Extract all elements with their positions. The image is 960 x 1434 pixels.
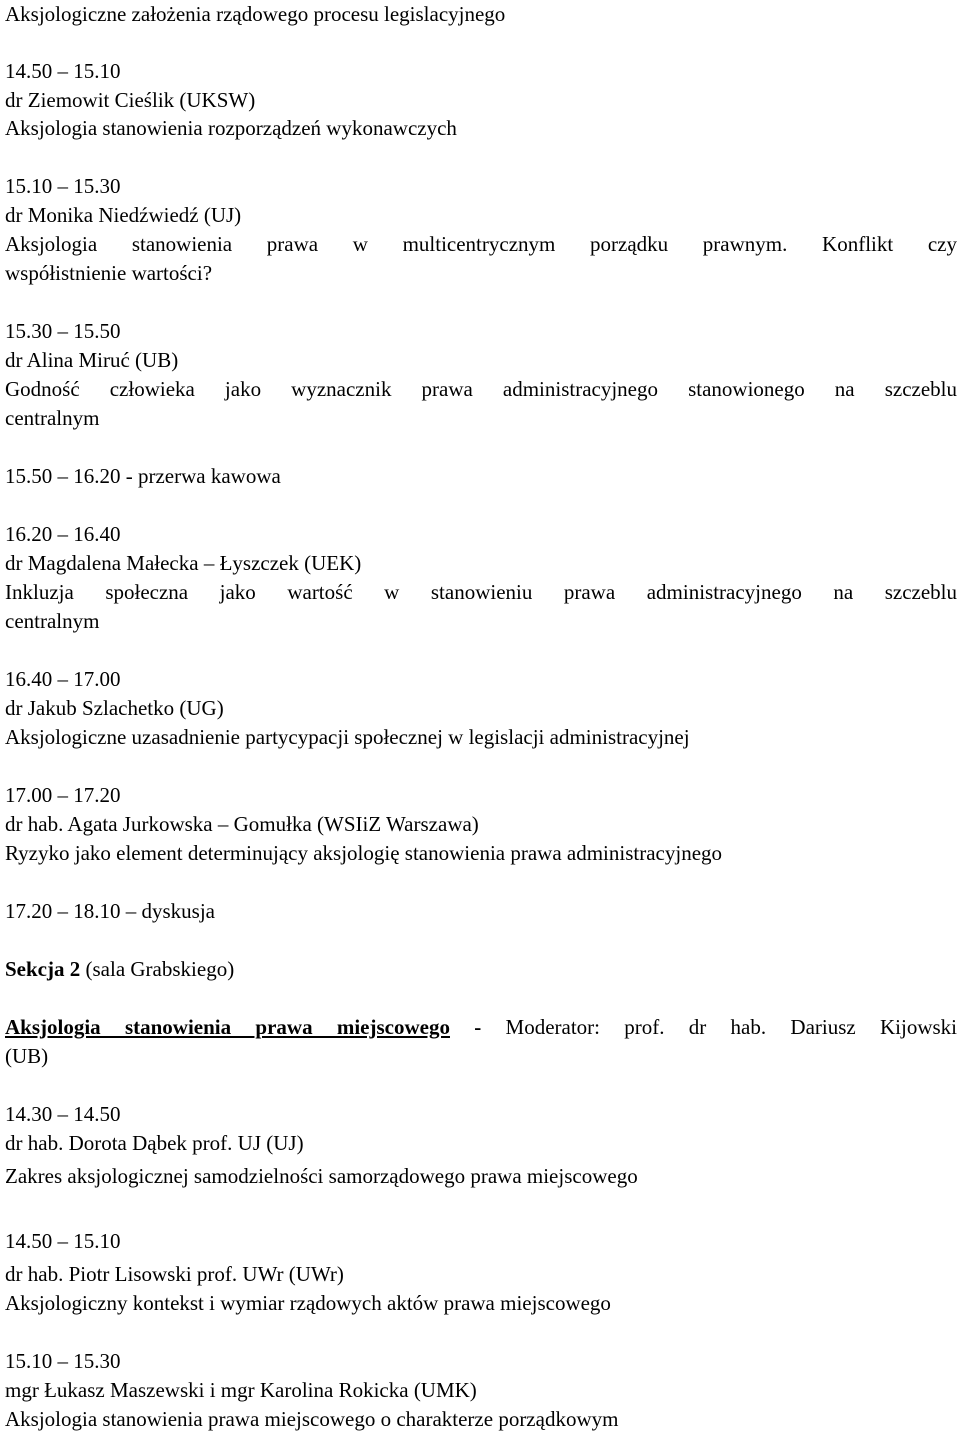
section-number: Sekcja 2 [5,957,81,981]
speaker-name: dr hab. Piotr Lisowski prof. UWr (UWr) [5,1262,344,1286]
talk-title: Aksjologia stanowienia prawa miejscowego o charakterze porządkowym [5,1407,619,1431]
talk-title-continuation: centralnym [5,406,100,430]
talk-title: Aksjologiczny kontekst i wymiar rządowych aktów prawa miejscowego [5,1291,611,1315]
moderator: Moderator: prof. dr hab. Dariusz Kijowski [505,1015,957,1039]
text-line: Aksjologiczne założenia rządowego procesu legislacyjnego [5,2,506,26]
speaker-name: mgr Łukasz Maszewski i mgr Karolina Rokicka (UMK) [5,1378,477,1402]
time-slot: 16.40 – 17.00 [5,667,121,691]
time-slot: 14.50 – 15.10 [5,59,121,83]
talk-title: Aksjologia stanowienia rozporządzeń wykonawczych [5,116,457,140]
section-heading [5,955,957,983]
time-slot: 16.20 – 16.40 [5,522,121,546]
speaker-name: dr hab. Agata Jurkowska – Gomułka (WSIiZ Warszawa) [5,812,479,836]
speaker-name: dr Magdalena Małecka – Łyszczek (UEK) [5,551,362,575]
topic-separator: - [449,1015,506,1039]
talk-title-continuation: centralnym [5,609,100,633]
discussion-slot: 17.20 – 18.10 – dyskusja [5,899,215,923]
talk-title: Zakres aksjologicznej samodzielności samorządowego prawa miejscowego [5,1164,638,1188]
speaker-name: dr Monika Niedźwiedź (UJ) [5,203,242,227]
section-topic-line [5,1013,957,1041]
talk-title: Godność człowieka jako wyznacznik prawa administracyjnego stanowionego na szczeblu [5,377,957,401]
section-room: (sala Grabskiego) [80,957,235,981]
time-slot: 14.50 – 15.10 [5,1229,121,1253]
talk-title: Inkluzja społeczna jako wartość w stanowieniu prawa administracyjnego na szczeblu [5,580,957,604]
speaker-name: dr Alina Miruć (UB) [5,348,179,372]
talk-title: Aksjologiczne uzasadnienie partycypacji społecznej w legislacji administracyjnej [5,725,690,749]
time-slot: 14.30 – 14.50 [5,1102,121,1126]
talk-title-continuation: współistnienie wartości? [5,261,213,285]
time-slot: 15.10 – 15.30 [5,1349,121,1373]
speaker-name: dr hab. Dorota Dąbek prof. UJ (UJ) [5,1131,304,1155]
speaker-name: dr Jakub Szlachetko (UG) [5,696,224,720]
section-topic: Aksjologia stanowienia prawa miejscowego [5,1015,450,1039]
time-slot: 15.10 – 15.30 [5,174,121,198]
speaker-name: dr Ziemowit Cieślik (UKSW) [5,88,256,112]
break-slot: 15.50 – 16.20 - przerwa kawowa [5,464,281,488]
time-slot: 17.00 – 17.20 [5,783,121,807]
time-slot: 15.30 – 15.50 [5,319,121,343]
moderator-affiliation: (UB) [5,1044,49,1068]
talk-title: Aksjologia stanowienia prawa w multicentrycznym porządku prawnym. Konflikt czy [5,232,957,256]
talk-title: Ryzyko jako element determinujący aksjologię stanowienia prawa administracyjnego [5,841,723,865]
